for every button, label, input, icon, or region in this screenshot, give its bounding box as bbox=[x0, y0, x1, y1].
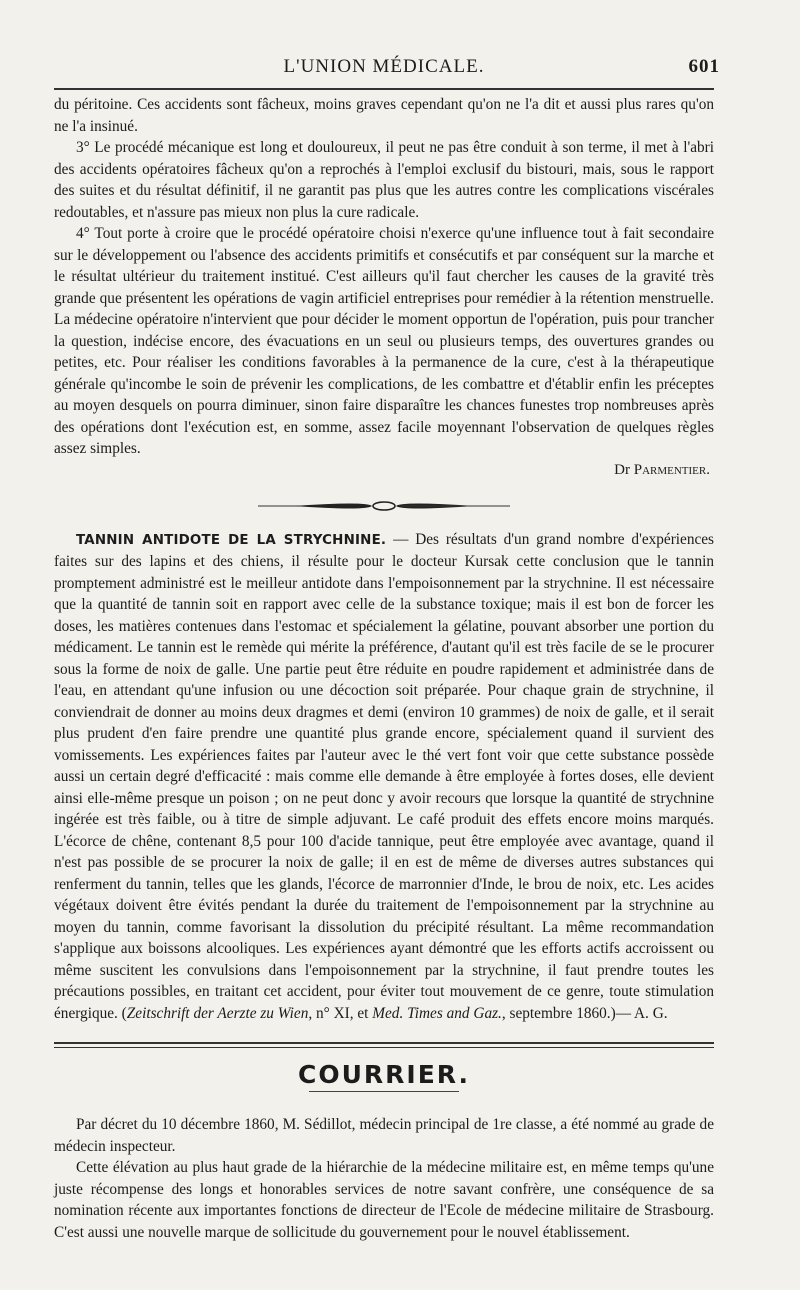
running-head bbox=[54, 56, 720, 86]
article-tannin bbox=[54, 529, 714, 1025]
signature-name: Parmentier. bbox=[633, 461, 710, 478]
ornamental-divider bbox=[254, 499, 514, 513]
paragraph: du péritoine. Ces accidents sont fâcheux, moins graves cependant qu'on ne l'a dit et aussi plus rares qu'on ne l'a insinué. bbox=[54, 96, 714, 135]
citation-journal-2: Med. Times and Gaz. bbox=[372, 1004, 502, 1022]
citation-text: n° XI, et bbox=[312, 1004, 373, 1022]
citation-end: , septembre 1860.)— A. G. bbox=[501, 1004, 668, 1022]
paragraph bbox=[54, 529, 714, 1025]
paragraph: 3° Le procédé mécanique est long et douloureux, il peut ne pas être conduit à son terme, il met à l'abri des accidents opératoires fâcheux qu'on a reprochés à l'emploi exclusif du bistouri, mais, sous le rapport des suites et du résultat définitif, il ne garantit pas plus que les autres contre les complications viscérales redoutables, et n'assure pas mieux non plus la cure radicale. bbox=[54, 139, 714, 221]
courrier-section bbox=[54, 1114, 714, 1243]
section-title: TANNIN ANTIDOTE DE LA STRYCHNINE. bbox=[76, 532, 387, 548]
page-number: 601 bbox=[688, 56, 720, 77]
journal-title: L'UNION MÉDICALE. bbox=[283, 56, 485, 77]
citation-journal: Zeitschrift der Aerzte zu Wien, bbox=[126, 1004, 313, 1022]
paragraph: Cette élévation au plus haut grade de la hiérarchie de la médecine militaire est, en même temps qu'une juste récompense des longs et honorables services de notre savant confrère, une conséquence de sa nomination récente aux importantes fonctions de directeur de l'Ecole de médecine militaire de Strasbourg. C'est aussi une nouvelle marque de sollicitude du gouvernement pour le nouvel établissement. bbox=[54, 1159, 714, 1241]
courrier-underline bbox=[309, 1091, 459, 1092]
article-vagin-artificiel bbox=[54, 94, 714, 481]
author-signature bbox=[54, 460, 710, 481]
paragraph: Par décret du 10 décembre 1860, M. Sédillot, médecin principal de 1re classe, a été nommé au grade de médecin inspecteur. bbox=[54, 1116, 714, 1155]
article-body: — Des résultats d'un grand nombre d'expériences faites sur des lapins et des chiens, il résulte pour le docteur Kursak cette conclusion que le tannin promptement administré est le meilleur antidote dans l'empoisonnement par la strychnine. Il est nécessaire que la quantité de tannin soit en rapport avec celle de la substance toxique; mais il est bon de forcer les doses, les matières contenues dans l'estomac et spécialement la gélatine, pouvant absorber une portion du médicament. Le tannin est le remède qui mérite la préférence, d'autant qu'il est très facile de se le procurer sous la forme de noix de galle. Une partie peut être réduite en poudre rapidement et administrée dans de l'eau, en attendant qu'une infusion ou une décoction soit préparée. Pour chaque grain de strychnine, il conviendrait de donner au moins deux dragmes et demi (environ 10 grammes) de noix de galle, et il serait plus prudent d'en faire prendre une quantité plus grande encore, spécialement quand il survient des vomissements. Les expériences faites par l'auteur avec le thé vert font voir que cette substance possède aussi un certain degré d'efficacité : mais comme elle demande à être employée à fortes doses, elle devient ainsi elle-même presque un poison ; on ne peut donc y avoir recours que lorsque la quantité de strychnine ingérée est très faible, ou à titre de simple adjuvant. Le café produit des effets encore moins marqués. L'écorce de chêne, contenant 8,5 pour 100 d'acide tannique, peut être employée avec avantage, quand il n'est pas possible de se procurer la noix de galle; il en est de même de diverses autres substances qui renferment du tannin, telles que les glands, l'écorce de marronnier d'Inde, le brou de noix, etc. Les acides végétaux doivent être évités pendant la durée du traitement de l'empoisonnement par la strychnine au moyen du tannin, comme favorisant la dissolution du précipité résultant. La même recommandation s'applique aux boissons alcooliques. Les expériences ayant démontré que les efforts actifs accroissent ou même suscitent les convulsions dans l'empoisonnement par la strychnine, il faut prendre toutes les précautions possibles, en traitant cet accident, pour éviter tout mouvement de ce genre, toute stimulation énergique. ( bbox=[54, 530, 715, 1022]
header-rule bbox=[54, 88, 714, 90]
signature-prefix: Dr bbox=[614, 461, 630, 478]
section-double-rule bbox=[54, 1042, 714, 1048]
paragraph: 4° Tout porte à croire que le procédé opératoire choisi n'exerce qu'une influence tout à fait secondaire sur le développement ou l'absence des accidents primitifs et consécutifs et par conséquent sur la marche et le résultat ultérieur du traitement institué. C'est ailleurs qu'il faut chercher les causes de la gravité très grande que présentent les opérations de vagin artificiel entreprises pour remédier à la rétention menstruelle. La médecine opératoire n'intervient que pour décider le moment opportun de l'opération, puis pour trancher la question, indécise encore, des évacuations en un seul ou plusieurs temps, des ouvertures grandes ou petites, etc. Pour réaliser les conditions favorables à la permanence de la cure, c'est à la thérapeutique générale qu'incombe le soin de prévenir les complications, de les combattre et d'établir enfin les préceptes au moyen desquels on pourra diminuer, sinon faire disparaître les chances funestes trop nombreuses après des opérations dont l'exécution est, en somme, assez facile moyennant l'observation de quelques règles assez simples. bbox=[54, 225, 714, 457]
courrier-heading: COURRIER. bbox=[298, 1060, 470, 1089]
